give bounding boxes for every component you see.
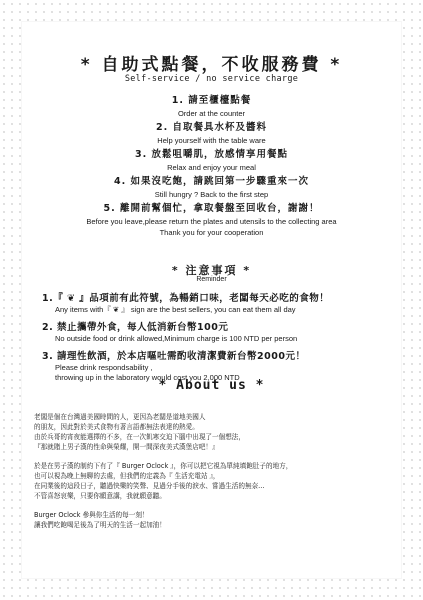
story-line: 也可以視為晚上無聊的去處，但我們的定義為『 生活充電站 』， bbox=[34, 472, 220, 480]
step-english: Before you leave,please return the plates and utensils to the collecting area bbox=[86, 217, 337, 226]
step-label: 1. 請至櫃檯點餐 bbox=[171, 95, 252, 106]
page-title: * 自助式點餐，不收服務費 * bbox=[80, 55, 343, 75]
notice-title: * 注意事項 * bbox=[171, 264, 252, 277]
story-line: 讓我們吃飽喝足後為了明天的生活一起加油！ bbox=[34, 521, 166, 529]
notice-english: No outside food or drink allowed,Minimum charge is 100 NTD per person bbox=[55, 334, 298, 343]
notice-list bbox=[42, 292, 391, 389]
step-label: 2. 自取餐具水杯及醬料 bbox=[155, 122, 268, 133]
story-line: 由於兵哥的宵夜能選擇的不多，在一次飢寒交迫下腦中出現了一個想法， bbox=[34, 433, 245, 441]
story-line: 不管喜怒哀樂，只要你願意講，我就願意聽。 bbox=[34, 492, 166, 500]
notice-item-2 bbox=[42, 321, 391, 344]
step-label: 4. 如果沒吃飽，請跳回第一步驟重來一次 bbox=[113, 176, 310, 187]
notice-label: 3. 請理性飲酒，於本店嘔吐需酌收清潔費新台幣2000元！ bbox=[42, 351, 306, 362]
notice-item-1 bbox=[42, 292, 391, 315]
step-label: 3. 放鬆咀嚼肌，放感情享用餐點 bbox=[134, 149, 289, 160]
about-paragraph-2 bbox=[34, 461, 391, 501]
step-label: 5. 離開前幫個忙，拿取餐盤至回收台，謝謝！ bbox=[103, 203, 320, 214]
about-title: * About us * bbox=[158, 378, 265, 393]
step-english-thanks: Thank you for your cooperation bbox=[159, 228, 264, 237]
ordering-steps bbox=[22, 94, 401, 240]
story-line: 『那就賭上男子漢的性命與榮耀，開一間深夜美式漢堡店吧！』 bbox=[34, 443, 219, 451]
notice-label: 1.『 ❦ 』品項前有此符號，為暢銷口味，老闆每天必吃的食物！ bbox=[42, 293, 330, 304]
notice-english: Please drink respondsability , bbox=[55, 363, 153, 372]
step-english: Order at the counter bbox=[177, 109, 246, 118]
about-story bbox=[34, 412, 391, 539]
menu-card bbox=[22, 22, 401, 578]
story-line: 於是在男子漢的制約下有了『 Burger Oclock 』，你可以把它視為單純填飽肚子的地方， bbox=[34, 462, 293, 470]
about-paragraph-3 bbox=[34, 510, 391, 530]
notice-label: 2. 禁止攜帶外食，每人低消新台幣100元 bbox=[42, 322, 229, 333]
step-english: Relax and enjoy your meal bbox=[167, 163, 256, 172]
story-line: Burger Oclock 參與你生活的每一刻！ bbox=[34, 511, 149, 519]
step-5 bbox=[22, 202, 401, 238]
about-paragraph-1 bbox=[34, 412, 391, 452]
notice-subtitle: Reminder bbox=[196, 276, 227, 283]
page-subtitle: Self-service / no service charge bbox=[124, 74, 299, 84]
step-3 bbox=[22, 148, 401, 173]
step-4 bbox=[22, 175, 401, 200]
story-line: 的朋友，因此對於美式食物有著言語都無法表達的熱愛。 bbox=[34, 423, 199, 431]
story-line: 老闆是個在台灣過美國時間的人，更因為老闆是道地美國人 bbox=[34, 413, 206, 421]
step-english: Still hungry ? Back to the first step bbox=[154, 190, 269, 199]
step-2 bbox=[22, 121, 401, 146]
step-1 bbox=[22, 94, 401, 119]
notice-english-cont: throwing up in the laboratory would cost you 2,000 NTD bbox=[55, 373, 240, 382]
notice-english: Any items with『 ❦ 』 sign are the best sellers, you can eat them all day bbox=[55, 305, 296, 314]
story-line: 在同業後的這段日子，聽過快樂的笑聲、見過分手後的淚水、嘗過生活的無奈... bbox=[34, 482, 265, 490]
step-english: Help yourself with the table ware bbox=[157, 136, 266, 145]
